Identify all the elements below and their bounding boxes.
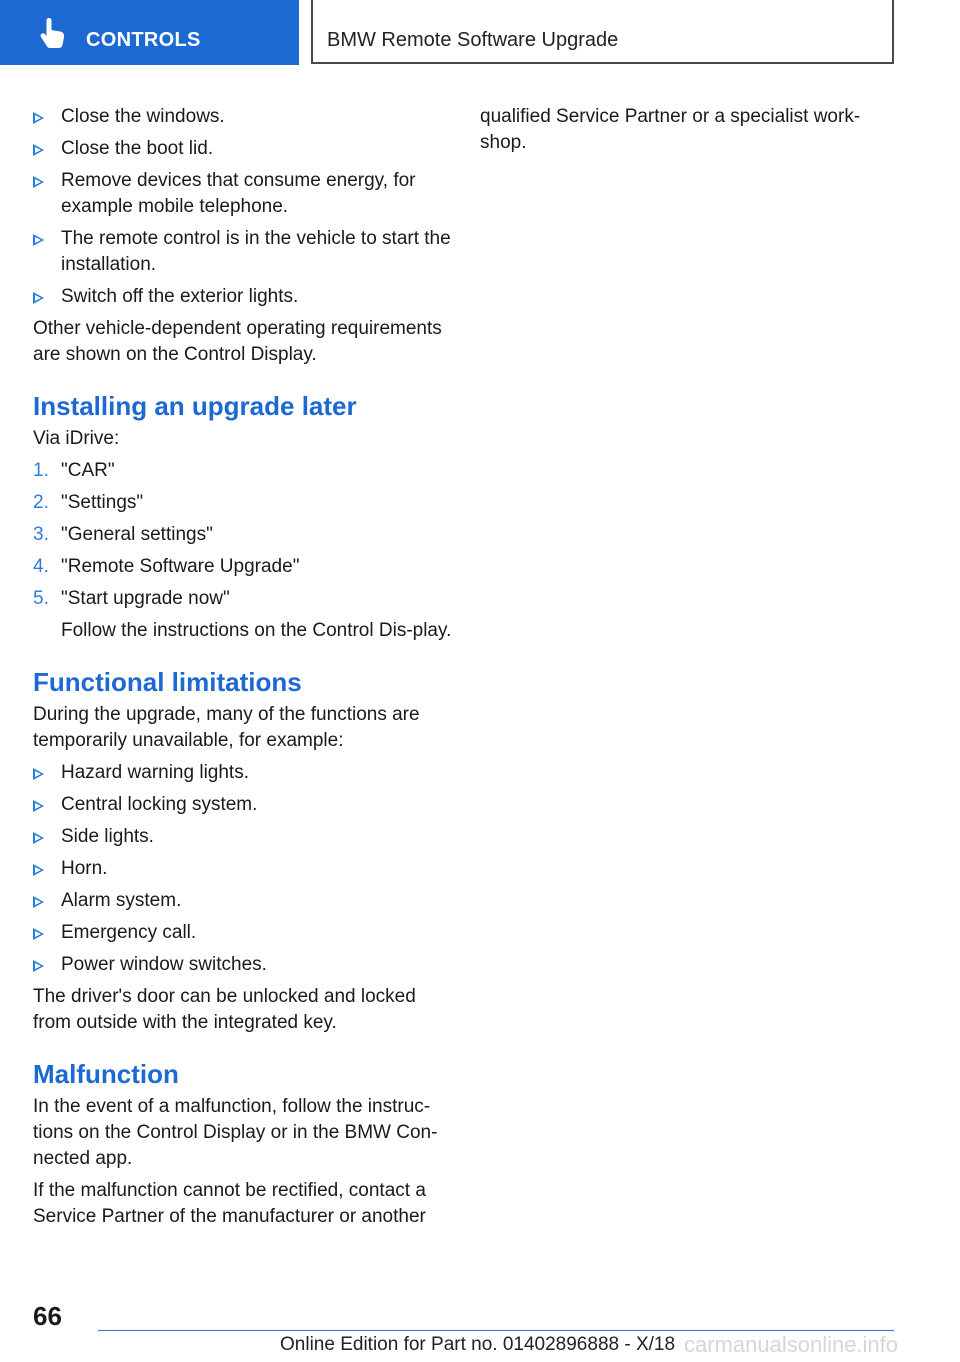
hand-pointer-icon: [38, 16, 68, 50]
continuation-paragraph: qualified Service Partner or a specialist work-shop.: [480, 106, 861, 153]
section-heading-limitations: Functional limitations: [33, 667, 302, 697]
list-item: Close the windows.: [33, 104, 453, 130]
triangle-bullet-icon: [33, 800, 44, 812]
footer-edition: Online Edition for Part no. 01402896888 - X/18: [280, 1334, 676, 1355]
malfunction-paragraph: In the event of a malfunction, follow the instruc-tions on the Control Display or in the BMW Con-nected app.: [33, 1096, 438, 1169]
left-column: [33, 104, 453, 1236]
list-item: Side lights.: [33, 824, 453, 850]
triangle-bullet-icon: [33, 960, 44, 972]
step-item: 2. "Settings": [33, 492, 144, 513]
limitations-list: [33, 760, 453, 978]
page-number: 66: [33, 1301, 62, 1331]
malfunction-paragraph: If the malfunction cannot be rectified, contact a Service Partner of the manufacturer or another: [33, 1180, 426, 1227]
chapter-header: [311, 0, 894, 64]
requirements-list: [33, 104, 453, 310]
section-heading-installing: Installing an upgrade later: [33, 391, 357, 421]
step-item: 5. "Start upgrade now" Follow the instructions on the Control Dis-play.: [33, 586, 453, 644]
triangle-bullet-icon: [33, 768, 44, 780]
installing-intro: Via iDrive:: [33, 428, 120, 449]
requirements-note: Other vehicle-dependent operating requirements are shown on the Control Display.: [33, 318, 442, 365]
installing-steps: [33, 458, 453, 644]
footer-divider: [98, 1330, 894, 1331]
triangle-bullet-icon: [33, 896, 44, 908]
triangle-bullet-icon: [33, 928, 44, 940]
step-item: 4. "Remote Software Upgrade": [33, 556, 300, 577]
step-item: 3. "General settings": [33, 524, 213, 545]
watermark: carmanualsonline.info: [684, 1332, 899, 1357]
triangle-bullet-icon: [33, 176, 44, 188]
step-instruction: Follow the instructions on the Control Dis-play.: [61, 620, 452, 641]
list-item: Emergency call.: [33, 920, 453, 946]
triangle-bullet-icon: [33, 864, 44, 876]
triangle-bullet-icon: [33, 234, 44, 246]
list-item: The remote control is in the vehicle to start the installation.: [33, 226, 453, 278]
list-item: Remove devices that consume energy, for example mobile telephone.: [33, 168, 453, 220]
chapter-title: BMW Remote Software Upgrade: [327, 29, 619, 51]
list-item: Power window switches.: [33, 952, 453, 978]
list-item: Hazard warning lights.: [33, 760, 453, 786]
limitations-intro: During the upgrade, many of the functions are temporarily unavailable, for example:: [33, 704, 420, 751]
right-column: [480, 104, 880, 162]
step-item: 1. "CAR": [33, 460, 115, 481]
triangle-bullet-icon: [33, 832, 44, 844]
list-item: Alarm system.: [33, 888, 453, 914]
triangle-bullet-icon: [33, 112, 44, 124]
list-item: Close the boot lid.: [33, 136, 453, 162]
section-label: CONTROLS: [86, 29, 201, 51]
triangle-bullet-icon: [33, 292, 44, 304]
list-item: Central locking system.: [33, 792, 453, 818]
limitations-note: The driver's door can be unlocked and locked from outside with the integrated key.: [33, 986, 416, 1033]
section-heading-malfunction: Malfunction: [33, 1059, 179, 1089]
section-tab: [0, 0, 299, 65]
list-item: Horn.: [33, 856, 453, 882]
triangle-bullet-icon: [33, 144, 44, 156]
list-item: Switch off the exterior lights.: [33, 284, 453, 310]
